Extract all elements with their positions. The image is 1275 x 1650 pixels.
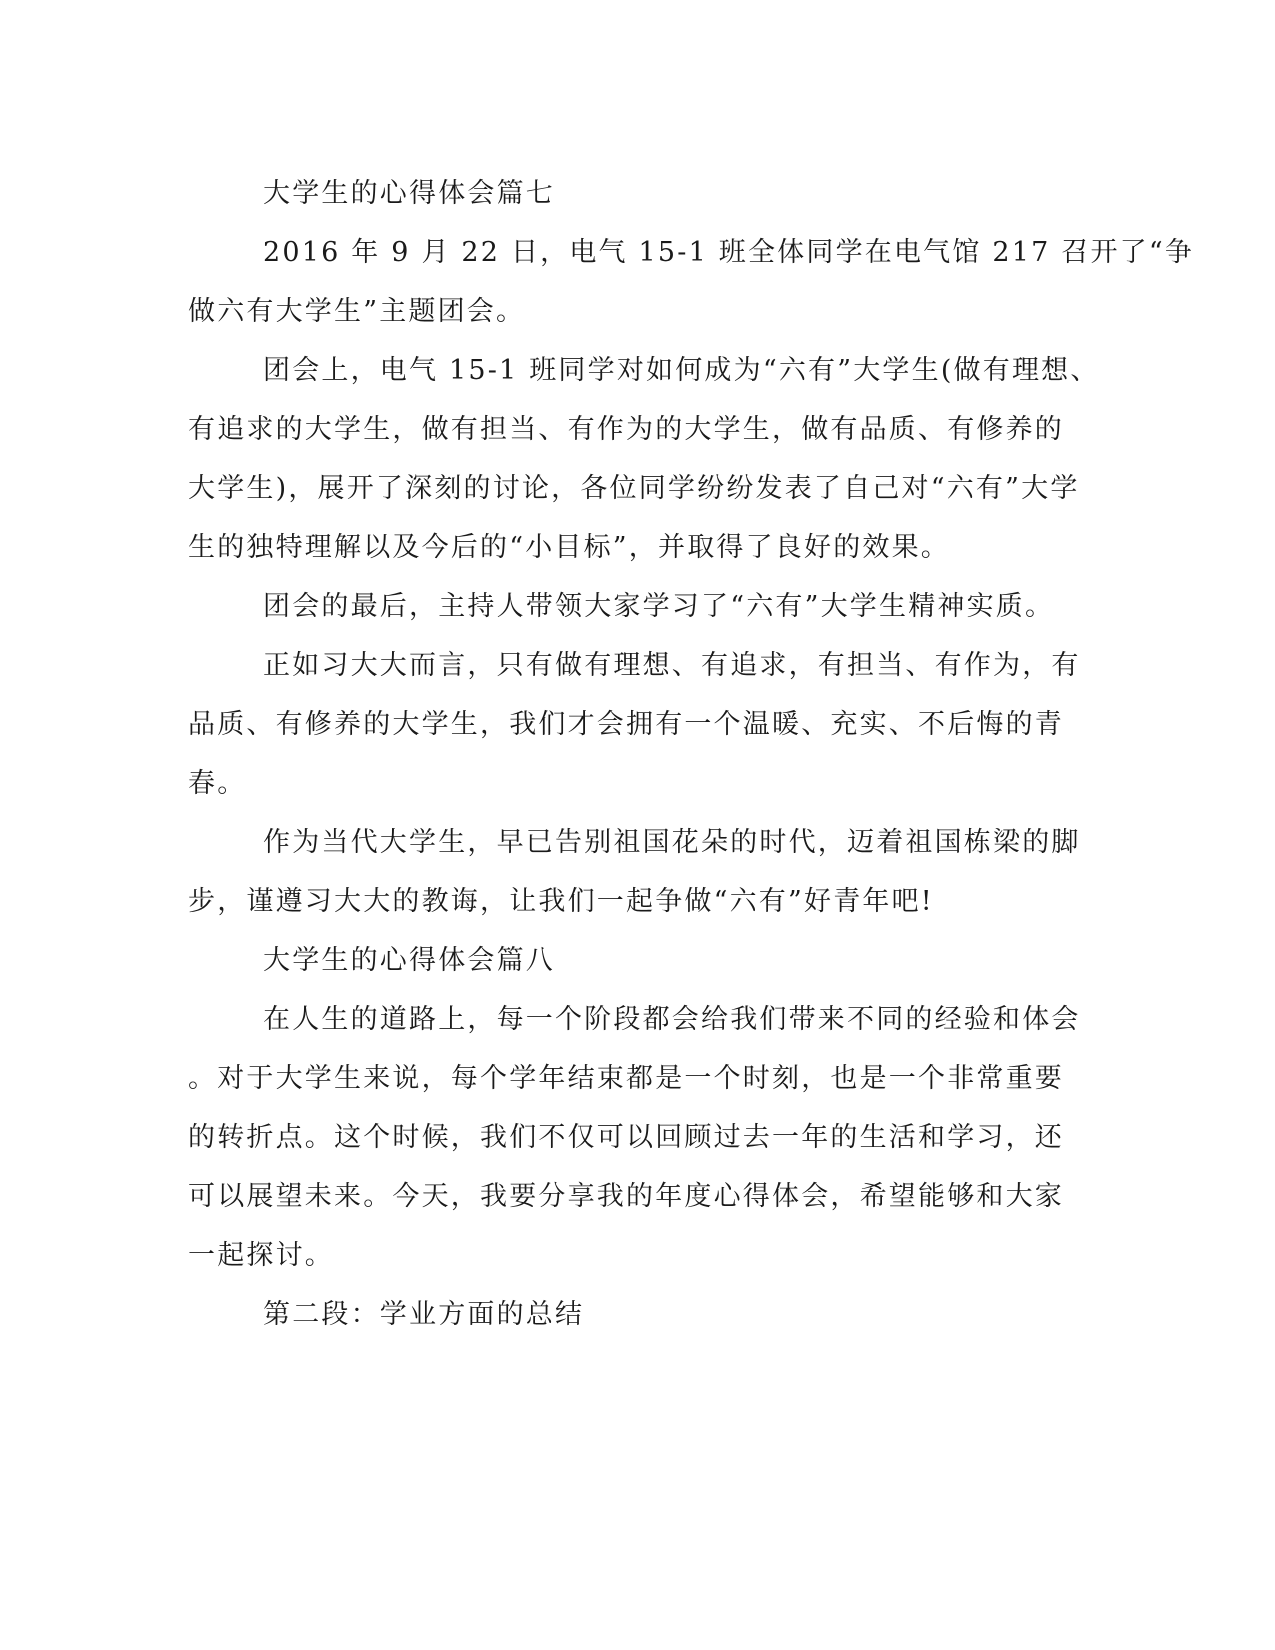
section-heading: 大学生的心得体会篇八	[263, 945, 555, 976]
paragraph-line: 。对于大学生来说，每个学年结束都是一个时刻，也是一个非常重要	[188, 1063, 1064, 1094]
paragraph-line: 步，谨遵习大大的教诲，让我们一起争做“六有”好青年吧!	[188, 886, 934, 917]
paragraph-line: 大学生)，展开了深刻的讨论，各位同学纷纷发表了自己对“六有”大学	[188, 473, 1080, 504]
paragraph-line: 2016 年 9 月 22 日，电气 15-1 班全体同学在电气馆 217 召开了“争	[263, 237, 1195, 268]
paragraph-line: 有追求的大学生，做有担当、有作为的大学生，做有品质、有修养的	[188, 414, 1064, 445]
subsection-heading: 第二段：学业方面的总结	[263, 1299, 585, 1330]
paragraph-line: 在人生的道路上，每一个阶段都会给我们带来不同的经验和体会	[263, 1004, 1081, 1035]
paragraph-line: 生的独特理解以及今后的“小目标”，并取得了良好的效果。	[188, 532, 951, 563]
paragraph-line: 春。	[188, 768, 247, 799]
paragraph-line: 可以展望未来。今天，我要分享我的年度心得体会，希望能够和大家	[188, 1181, 1064, 1212]
paragraph-line: 作为当代大学生，早已告别祖国花朵的时代，迈着祖国栋梁的脚	[263, 827, 1081, 858]
paragraph-line: 品质、有修养的大学生，我们才会拥有一个温暖、充实、不后悔的青	[188, 709, 1064, 740]
paragraph-line: 做六有大学生”主题团会。	[188, 296, 526, 327]
document-body	[188, 164, 1195, 1344]
paragraph-line: 团会的最后，主持人带领大家学习了“六有”大学生精神实质。	[263, 591, 1055, 622]
paragraph-line: 的转折点。这个时候，我们不仅可以回顾过去一年的生活和学习，还	[188, 1122, 1064, 1153]
paragraph-line: 正如习大大而言，只有做有理想、有追求，有担当、有作为，有	[263, 650, 1081, 681]
section-heading: 大学生的心得体会篇七	[263, 178, 555, 209]
paragraph-line: 一起探讨。	[188, 1240, 334, 1271]
paragraph-line: 团会上，电气 15-1 班同学对如何成为“六有”大学生(做有理想、	[263, 355, 1100, 386]
